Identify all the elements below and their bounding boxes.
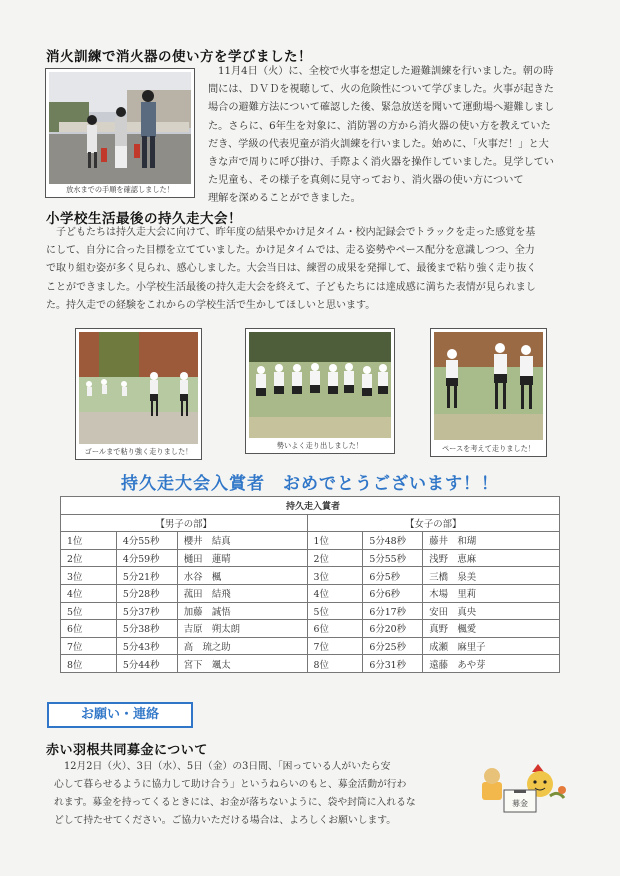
girl-time: 6分25秒 (363, 637, 423, 655)
boy-time: 5分43秒 (116, 637, 177, 655)
s1-line: 理解を深めることができました。 (208, 193, 361, 205)
fire-drill-caption: 放水までの手順を確認しました！ (66, 185, 174, 194)
girl-rank: 1位 (307, 532, 363, 550)
boy-name: 高 琉之助 (177, 637, 307, 655)
boy-time: 5分44秒 (116, 655, 177, 673)
race-photo-2 (245, 328, 395, 454)
boy-rank: 7位 (61, 637, 117, 655)
girl-time: 6分31秒 (363, 655, 423, 673)
girl-name: 成瀬 麻里子 (423, 637, 560, 655)
notice-line: 心して暮らせるように協力して助け合う」というねらいのもと、募金活動が行わ (54, 779, 407, 790)
girl-time: 6分6秒 (363, 584, 423, 602)
table-row (61, 549, 560, 567)
girl-rank: 5位 (307, 602, 363, 620)
boy-name: 櫻井 結真 (177, 532, 307, 550)
girl-name: 安田 真央 (423, 602, 560, 620)
section2-title: 小学校生活最後の持久走大会！ (46, 211, 242, 227)
notice-line: れます。募金を持ってくるときには、お金が落ちないように、袋や封筒に入れるな (54, 797, 416, 808)
boy-name: 吉原 朔太朗 (177, 620, 307, 638)
fire-drill-image (49, 72, 191, 184)
girl-rank: 3位 (307, 567, 363, 585)
girl-time: 6分5秒 (363, 567, 423, 585)
boy-rank: 5位 (61, 602, 117, 620)
girl-rank: 2位 (307, 549, 363, 567)
table-row (61, 584, 560, 602)
girl-rank: 4位 (307, 584, 363, 602)
boy-time: 5分38秒 (116, 620, 177, 638)
boy-rank: 4位 (61, 584, 117, 602)
s2-line: た。持久走での経験をこれからの学校生活で生かしてほしいと思います。 (46, 299, 376, 311)
boy-name: 加藤 誠悟 (177, 602, 307, 620)
boy-rank: 3位 (61, 567, 117, 585)
s1-line: た児童も、その様子を真剣に見守っており、消火器の使い方について (208, 175, 524, 187)
boy-time: 4分55秒 (116, 532, 177, 550)
notice-line: どして持たせてください。ご協力いただける場合は、よろしくお願いします。 (54, 815, 397, 826)
boy-rank: 1位 (61, 532, 117, 550)
notice-text (54, 758, 472, 830)
notice-line: 12月2日（火）、3日（水）、5日（金）の3日間、「困っている人がいたら安 (64, 761, 391, 772)
donation-box-label: 募金 (512, 799, 528, 808)
s1-line: 場合の避難方法について確認した後、緊急放送を聞いて運動場へ避難しまし (208, 102, 555, 114)
boy-time: 5分37秒 (116, 602, 177, 620)
table-row (61, 532, 560, 550)
table-row (61, 602, 560, 620)
table-row (61, 637, 560, 655)
boy-rank: 6位 (61, 620, 117, 638)
section2-text (46, 224, 578, 315)
table-row (61, 567, 560, 585)
girl-name: 真野 楓愛 (423, 620, 560, 638)
girl-rank: 8位 (307, 655, 363, 673)
results-table (60, 496, 560, 673)
table-row (61, 655, 560, 673)
girl-name: 木場 里莉 (423, 584, 560, 602)
boy-name: 水谷 楓 (177, 567, 307, 585)
race-caption-2: 勢いよく走り出しました！ (276, 441, 364, 450)
girl-time: 5分48秒 (363, 532, 423, 550)
race-image-2 (249, 332, 391, 438)
s1-line: きな声で周りに呼び掛け、手際よく消火器を操作していました。見学してい (208, 157, 554, 169)
notice-subtitle: 赤い羽根共同募金について (46, 743, 208, 758)
s2-line: にして、自分に合った目標を立てていました。かけ足タイムでは、走る姿勢やペース配分を意識しつつ、全力 (46, 245, 535, 257)
s1-line: た。さらに、6年生を対象に、消防署の方から消火器の使い方を教えていた (208, 120, 551, 132)
boy-time: 5分21秒 (116, 567, 177, 585)
girl-name: 藤井 和瑚 (423, 532, 560, 550)
boy-time: 5分28秒 (116, 584, 177, 602)
boy-rank: 2位 (61, 549, 117, 567)
section1-title: 消火訓練で消火器の使い方を学びました！ (46, 49, 312, 65)
boy-time: 4分59秒 (116, 549, 177, 567)
girl-name: 遠藤 あや芽 (423, 655, 560, 673)
s1-line: 間には、ＤＶＤを視聴して、火の危険性について学びました。火事が起きた (208, 84, 554, 96)
boy-name: 樋田 蓮晴 (177, 549, 307, 567)
boy-name: 菰田 結飛 (177, 584, 307, 602)
girls-header: 【女子の部】 (307, 514, 560, 532)
winners-banner: 持久走大会入賞者 おめでとうございます！！ (121, 474, 499, 494)
s2-line: 子どもたちは持久走大会に向けて、昨年度の結果やかけ足タイム・校内記録会でトラックを走った感覚を基 (56, 227, 536, 238)
notice-label: お願い・連絡 (47, 702, 193, 728)
race-image-3 (434, 332, 543, 440)
race-image-1 (79, 332, 198, 444)
race-caption-3: ペースを考えて走りました！ (441, 444, 536, 453)
results-title: 持久走入賞者 (61, 497, 560, 515)
s2-line: で取り組む姿が多く見られ、感心しました。大会当日は、練習の成果を発揮して、最後まで粘り強く走り抜く (46, 263, 537, 275)
s1-line: 11月4日（火）に、全校で火事を想定した避難訓練を行いました。朝の時 (218, 66, 554, 77)
girl-time: 6分17秒 (363, 602, 423, 620)
girl-name: 浅野 恵麻 (423, 549, 560, 567)
race-caption-1: ゴールまで粘り強く走りました！ (84, 447, 193, 456)
race-photo-1 (75, 328, 202, 460)
girl-time: 5分55秒 (363, 549, 423, 567)
girl-name: 三橋 泉美 (423, 567, 560, 585)
s1-line: だき、学級の代表児童が消火訓練を行いました。始めに、「火事だ！」と大 (208, 138, 549, 150)
girl-rank: 7位 (307, 637, 363, 655)
fire-drill-photo (45, 68, 195, 198)
s2-line: ことができました。小学校生活最後の持久走大会を終えて、子どもたちには達成感に満ちた表情が見られまし (46, 281, 536, 293)
red-feather-mascot-icon (478, 760, 570, 820)
race-photo-3 (430, 328, 547, 457)
girl-time: 6分20秒 (363, 620, 423, 638)
table-row (61, 620, 560, 638)
girl-rank: 6位 (307, 620, 363, 638)
boys-header: 【男子の部】 (61, 514, 308, 532)
section1-text (208, 63, 578, 209)
boy-name: 宮下 颯太 (177, 655, 307, 673)
boy-rank: 8位 (61, 655, 117, 673)
